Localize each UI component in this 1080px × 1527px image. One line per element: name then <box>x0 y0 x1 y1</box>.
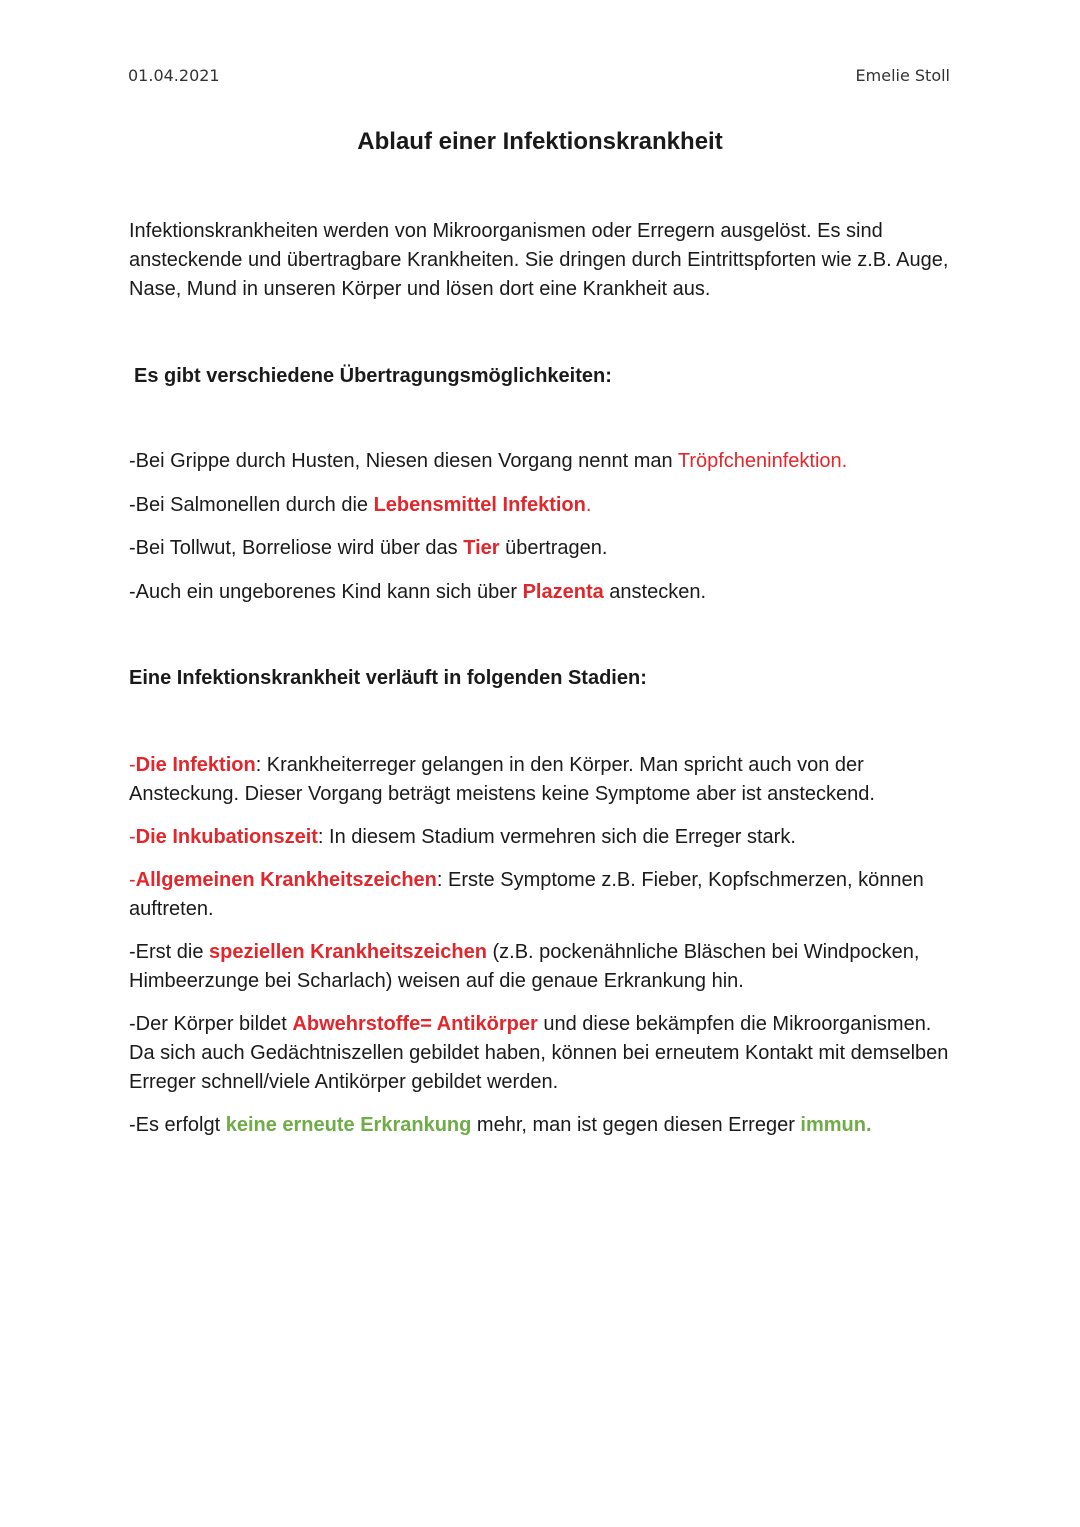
transmission-item: -Bei Salmonellen durch die Lebensmittel Infektion. <box>129 494 592 516</box>
transmission-item: -Bei Tollwut, Borreliose wird über das Tier übertragen. <box>129 537 608 559</box>
page-title: Ablauf einer Infektionskrankheit <box>357 128 723 155</box>
stage-item: -Es erfolgt keine erneute Erkrankung mehr, man ist gegen diesen Erreger immun. <box>129 1114 872 1136</box>
transmission-item: -Bei Grippe durch Husten, Niesen diesen Vorgang nennt man Tröpfcheninfektion. <box>129 450 848 472</box>
stages-heading: Eine Infektionskrankheit verläuft in folgenden Stadien: <box>129 667 647 689</box>
stage-item: -Die Inkubationszeit: In diesem Stadium vermehren sich die Erreger stark. <box>129 826 796 848</box>
stage-item: -Der Körper bildet Abwehrstoffe= Antikörper und diese bekämpfen die Mikroorganismen. Da sich auch Gedächtniszellen gebildet haben, können bei erneutem Kontakt mit demselben Erreger schnell/viele Antikörper gebildet werden. <box>129 1013 949 1093</box>
transmission-item: -Auch ein ungeborenes Kind kann sich über Plazenta anstecken. <box>129 581 707 603</box>
stage-item: -Allgemeinen Krankheitszeichen: Erste Symptome z.B. Fieber, Kopfschmerzen, können auftreten. <box>129 869 924 920</box>
intro-paragraph: Infektionskrankheiten werden von Mikroorganismen oder Erregern ausgelöst. Es sind ansteckende und übertragbare Krankheiten. Sie dringen durch Eintrittspforten wie z.B. Auge, Nase, Mund in unseren Körper und lösen dort eine Krankheit aus. <box>129 220 949 300</box>
stage-item: -Erst die speziellen Krankheitszeichen (z.B. pockenähnliche Bläschen bei Windpocken, Himbeerzunge bei Scharlach) weisen auf die genaue Erkrankung hin. <box>129 941 920 992</box>
transmission-heading: Es gibt verschiedene Übertragungsmöglichkeiten: <box>134 365 612 387</box>
stage-item: -Die Infektion: Krankheiterreger gelangen in den Körper. Man spricht auch von der Ansteckung. Dieser Vorgang beträgt meistens keine Symptome aber ist ansteckend. <box>129 754 875 805</box>
header-author: Emelie Stoll <box>855 66 950 85</box>
header-date: 01.04.2021 <box>128 66 220 85</box>
